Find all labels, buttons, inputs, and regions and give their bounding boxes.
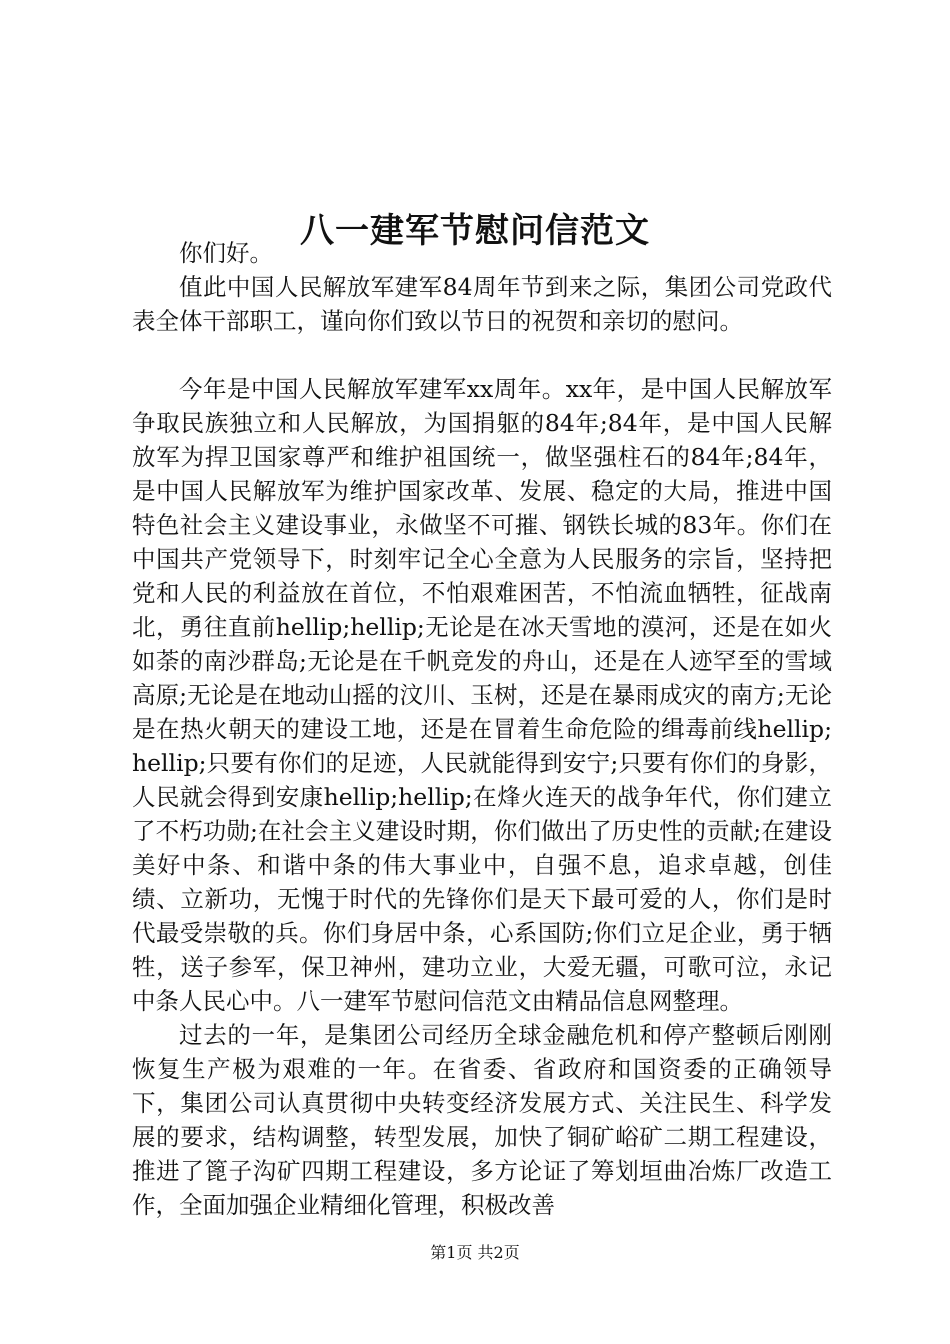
paragraph-greeting: 你们好。 <box>179 239 273 267</box>
paragraph-past-year: 过去的一年，是集团公司经历全球金融危机和停产整顿后刚刚恢复生产极为艰难的一年。在省委、省政府和国资委的正确领导下，集团公司认真贯彻中央转变经济发展方式、关注民生、科学发展的要求，结构调整，转型发展，加快了铜矿峪矿二期工程建设，推进了篦子沟矿四期工程建设，多方论证了筹划垣曲冶炼厂改造工作，全面加强企业精细化管理，积极改善 <box>132 1021 832 1219</box>
paragraph-history: 今年是中国人民解放军建军xx周年。xx年，是中国人民解放军争取民族独立和人民解放，为国捐躯的84年;84年，是中国人民解放军为捍卫国家尊严和维护祖国统一，做坚强柱石的84年;84年，是中国人民解放军为维护国家改革、发展、稳定的大局，推进中国特色社会主义建设事业，永做坚不可摧、钢铁长城的83年。你们在中国共产党领导下，时刻牢记全心全意为人民服务的宗旨，坚持把党和人民的利益放在首位，不怕艰难困苦，不怕流血牺牲，征战南北，勇往直前hellip;hellip;无论是在冰天雪地的漠河，还是在如火如荼的南沙群岛;无论是在千帆竞发的舟山，还是在人迹罕至的雪域高原;无论是在地动山摇的汶川、玉树，还是在暴雨成灾的南方;无论是在热火朝天的建设工地，还是在冒着生命危险的缉毒前线hellip;hellip;只要有你们的足迹，人民就能得到安宁;只要有你们的身影，人民就会得到安康hellip;hellip;在烽火连天的战争年代，你们建立了不朽功勋;在社会主义建设时期，你们做出了历史性的贡献;在建设美好中条、和谐中条的伟大事业中，自强不息，追求卓越，创佳绩、立新功，无愧于时代的先锋你们是天下最可爱的人，你们是时代最受崇敬的兵。你们身居中条，心系国防;你们立足企业，勇于牺牲，送子参军，保卫神州，建功立业，大爱无疆，可歌可泣，永记中条人民心中。八一建军节慰问信范文由精品信息网整理。 <box>132 375 832 1015</box>
page-title: 八一建军节慰问信范文 <box>300 210 650 251</box>
paragraph-intro: 值此中国人民解放军建军84周年节到来之际，集团公司党政代表全体干部职工，谨向你们致以节日的祝贺和亲切的慰问。 <box>132 273 832 335</box>
page-footer: 第1页 共2页 <box>430 1243 520 1262</box>
document-body <box>132 236 832 1222</box>
